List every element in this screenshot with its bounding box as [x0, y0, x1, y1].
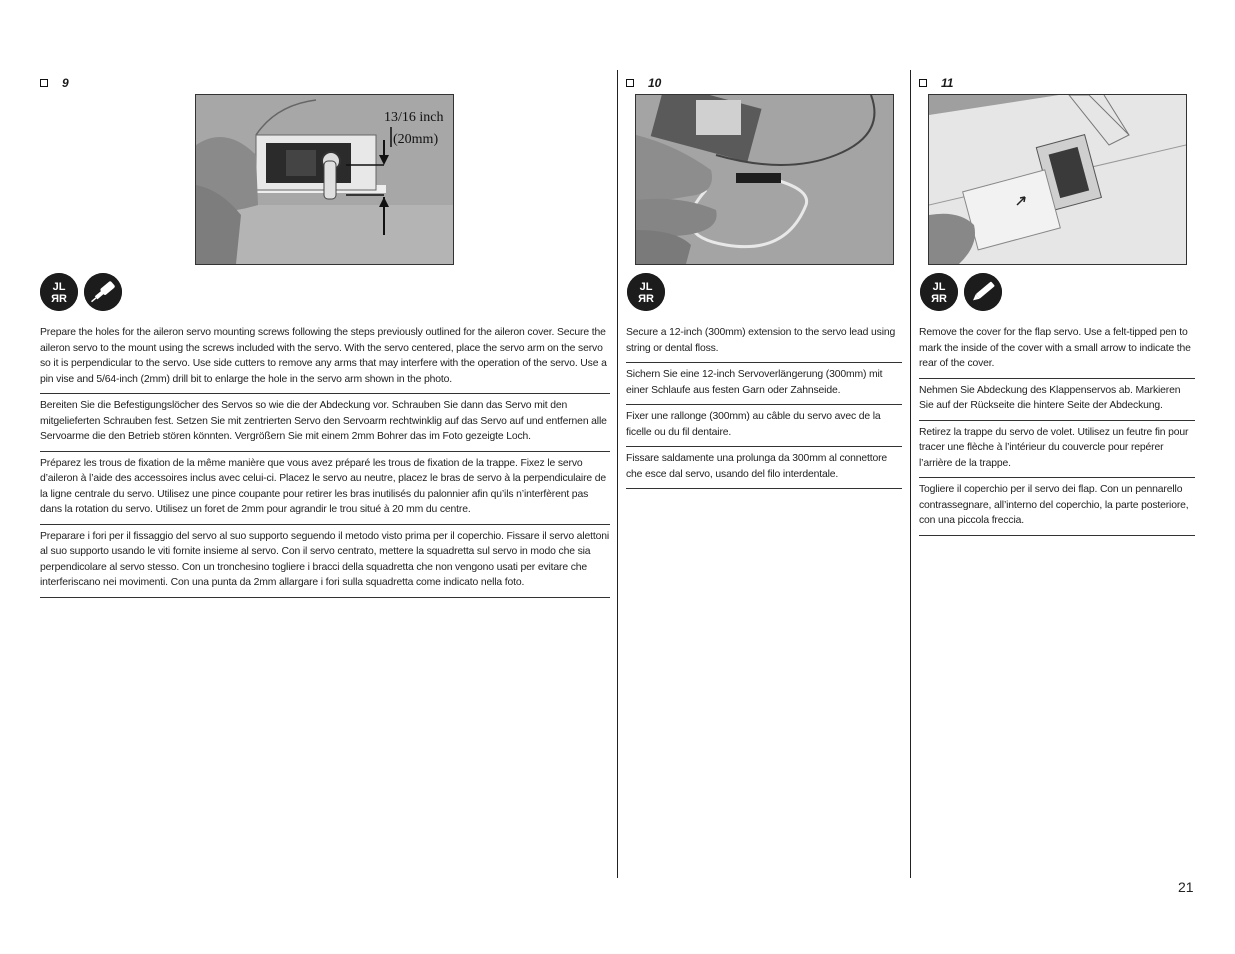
paragraph-italian: Preparare i fori per il fissaggio del servo al suo supporto seguendo il metodo visto prima per il coperchio. Fissare il servo alettoni al suo supporto usando le viti fornite insieme al servo. Con il servo centrato, mettere la squadretta sul servo in modo che sia perpendicolare al servo stesso. Con un tronchesino togliere i bracci della squadretta che non vengono usati per evitare che interferiscano nei movimenti. Con una punta da 2mm allargare i fori sulla squadretta come indicato nella foto.: [40, 525, 610, 598]
step-10-checkbox[interactable]: [626, 79, 634, 87]
svg-text:ЯR: ЯR: [931, 293, 947, 305]
drill-icon: [84, 273, 122, 311]
step-9-number: 9: [62, 76, 69, 90]
page-number: 21: [1178, 879, 1194, 895]
step-11-text: [919, 321, 1195, 536]
step-9-header: [40, 73, 610, 93]
step-9-icons: [40, 273, 122, 311]
step-9-checkbox[interactable]: [40, 79, 48, 87]
svg-text:JL: JL: [52, 281, 66, 293]
photo-caption-inch: 13/16 inch: [384, 110, 444, 125]
felt-tip-pen-icon: [964, 273, 1002, 311]
step-11-number: 11: [941, 76, 954, 90]
step-11-photo: [928, 94, 1187, 265]
step-11-header: [919, 73, 1195, 93]
step-9-text: [40, 321, 610, 598]
svg-text:ЯR: ЯR: [638, 293, 654, 305]
step-10-header: [626, 73, 902, 93]
paragraph-english: Prepare the holes for the aileron servo mounting screws following the steps previously outlined for the aileron cover. Secure the aileron servo to the mount using the screws included with the servo. With the servo centered, place the servo arm on the servo so it is perpendicular to the servo. Use side cutters to remove any arms that may interfere with the operation of the servo. Use a pin vise and 5/64-inch (2mm) drill bit to enlarge the hole in the servo arm shown in the photo.: [40, 321, 610, 394]
paragraph-french: Fixer une rallonge (300mm) au câble du servo avec de la ficelle ou du fil dentaire.: [626, 405, 902, 447]
step-9-column: [40, 70, 610, 93]
step-11-icons: [920, 273, 1002, 311]
paragraph-french: Préparez les trous de fixation de la même manière que vous avez préparé les trous de fixation de la trappe. Fixez le servo d’aileron à l’aide des accessoires inclus avec celui-ci. Placez le servo au neutre, placez le bras de servo à la perpendiculaire de la ligne centrale du servo. Utilisez une pince coupante pour retirer les bras inutilisés du palonnier afin qu’ils n’interfèrent pas dans la rotation du servo. Utilisez un foret de 2mm pour agrandir le trou situé à 20 mm du centre.: [40, 452, 610, 525]
paragraph-italian: Fissare saldamente una prolunga da 300mm al connettore che esce dal servo, usando del filo interdentale.: [626, 447, 902, 489]
step-9-photo: [195, 94, 454, 265]
paragraph-english: Remove the cover for the flap servo. Use a felt-tipped pen to mark the inside of the cover with a small arrow to indicate the rear of the cover.: [919, 321, 1195, 379]
column-divider-left: [617, 70, 618, 878]
aileron-servo-icon: [40, 273, 78, 311]
paragraph-german: Sichern Sie eine 12-inch Servoverlängerung (300mm) mit einer Schlaufe aus festen Garn oder Zahnseide.: [626, 363, 902, 405]
svg-text:JL: JL: [932, 281, 946, 293]
step-10-photo: [635, 94, 894, 265]
paragraph-german: Bereiten Sie die Befestigungslöcher des Servos so wie die der Abdeckung vor. Schrauben Sie dann das Servo mit den mitgelieferten Schrauben fest. Setzen Sie mit zentrierten Servo den Servoarm rechtwinklig auf das Servo auf und entfernen alle Servoarme die den Betrieb stören könnten. Vergrößern Sie mit einem 2mm Bohrer das im Foto gezeigte Loch.: [40, 394, 610, 452]
step-10-text: [626, 321, 902, 489]
aileron-servo-icon: [920, 273, 958, 311]
step-10-icons: [627, 273, 665, 311]
column-divider-right: [910, 70, 911, 878]
step-11-checkbox[interactable]: [919, 79, 927, 87]
step-11-column: [919, 70, 1195, 93]
paragraph-german: Nehmen Sie Abdeckung des Klappenservos ab. Markieren Sie auf der Rückseite die hintere Seite der Abdeckung.: [919, 379, 1195, 421]
photo-caption-mm: (20mm): [393, 132, 439, 147]
paragraph-french: Retirez la trappe du servo de volet. Utilisez un feutre fin pour tracer une flèche à l’intérieur du couvercle pour repérer l’arrière de la trappe.: [919, 421, 1195, 479]
step-10-number: 10: [648, 76, 662, 90]
svg-text:ЯR: ЯR: [51, 293, 67, 305]
step-10-column: [626, 70, 902, 93]
paragraph-english: Secure a 12-inch (300mm) extension to the servo lead using string or dental floss.: [626, 321, 902, 363]
paragraph-italian: Togliere il coperchio per il servo dei flap. Con un pennarello contrassegnare, all’interno del coperchio, la parte posteriore, con una piccola freccia.: [919, 478, 1195, 536]
svg-text:JL: JL: [639, 281, 653, 293]
aileron-servo-icon: [627, 273, 665, 311]
